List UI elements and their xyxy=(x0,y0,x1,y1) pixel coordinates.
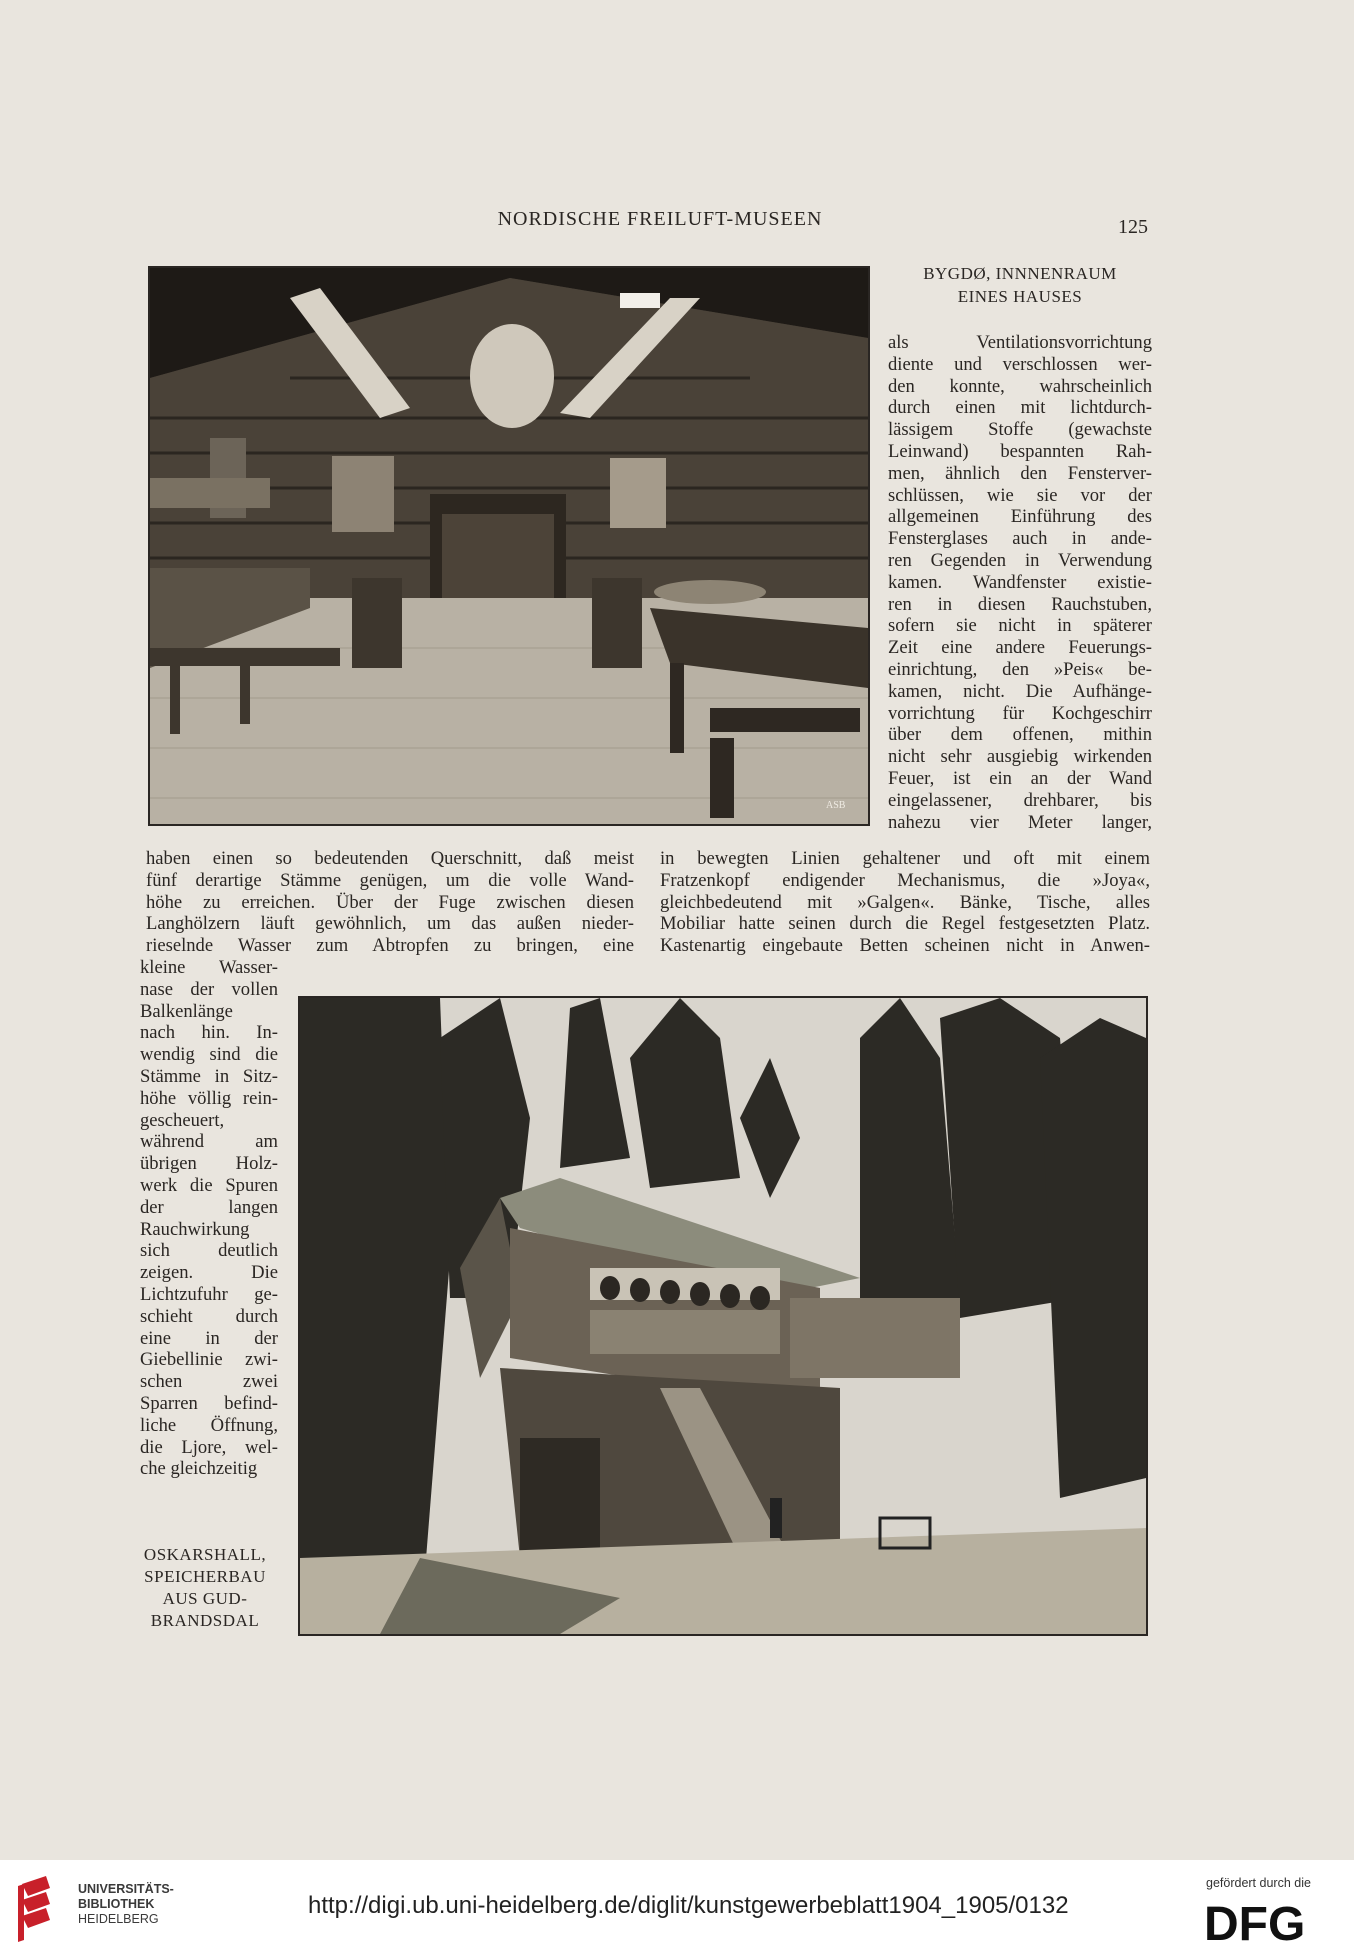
text-line: allgemeinen Einführung des xyxy=(888,506,1152,528)
library-name-line: BIBLIOTHEK xyxy=(78,1897,155,1911)
right-column-text xyxy=(888,332,1152,833)
text-line: während am xyxy=(140,1131,278,1153)
text-line: Rauchwirkung xyxy=(140,1218,250,1240)
text-line: höhe völlig rein- xyxy=(140,1087,278,1109)
text-line: sich deutlich xyxy=(140,1240,278,1262)
interior-photo-caption xyxy=(880,262,1160,308)
text-line: zeigen. Die xyxy=(140,1262,278,1284)
text-line: schlüssen, wie sie vor der xyxy=(888,484,1152,506)
middle-right-column-text xyxy=(660,848,1150,957)
text-line: Lichtzufuhr ge- xyxy=(140,1283,278,1305)
text-line: Zeit eine andere Feuerungs- xyxy=(888,637,1152,659)
caption-line: EINES HAUSES xyxy=(957,287,1083,306)
text-line: nase der vollen xyxy=(140,978,278,1000)
text-line: über dem offenen, mithin xyxy=(888,724,1152,746)
text-line: durch einen mit lichtdurch- xyxy=(888,397,1152,419)
funding-note: gefördert durch die xyxy=(1206,1876,1311,1890)
text-line: übrigen Holz- xyxy=(140,1153,278,1175)
caption-line: BRANDSDAL xyxy=(150,1611,260,1630)
text-line: lässigem Stoffe (gewachste xyxy=(888,419,1152,441)
text-line: diente und verschlossen wer- xyxy=(888,353,1152,375)
page-number: 125 xyxy=(1118,216,1148,238)
text-line: werk die Spuren xyxy=(140,1174,278,1196)
text-line: men, ähnlich den Fensterver- xyxy=(888,462,1152,484)
narrow-column-text xyxy=(140,957,278,1480)
text-line: in bewegten Linien gehaltener und oft mit einem xyxy=(660,848,1150,869)
text-line: nahezu vier Meter langer, xyxy=(888,811,1152,833)
library-name xyxy=(78,1882,174,1927)
text-line: den konnte, wahrscheinlich xyxy=(888,375,1152,397)
text-line: fünf derartige Stämme genügen, um die volle Wand- xyxy=(146,869,634,891)
text-line: Balkenlänge xyxy=(140,1000,233,1022)
caption-line: OSKARSHALL, xyxy=(143,1545,267,1564)
text-line: wendig sind die xyxy=(140,1044,278,1066)
photo-signature: ASB xyxy=(826,800,846,811)
text-line: schen zwei xyxy=(140,1371,278,1393)
text-line: Kastenartig eingebaute Betten scheinen nicht in Anwen- xyxy=(660,935,1150,957)
running-header: NORDISCHE FREILUFT-MUSEEN xyxy=(497,208,823,230)
caption-line: AUS GUD- xyxy=(162,1589,248,1608)
storehouse-photo xyxy=(298,996,1148,1636)
storehouse-photo-caption xyxy=(130,1544,280,1632)
text-line: kamen. Wandfenster existie- xyxy=(888,571,1152,593)
caption-line: BYGDØ, INNNENRAUM xyxy=(923,264,1117,283)
text-line: rieselnde Wasser zum Abtropfen zu bringen, eine xyxy=(146,935,634,957)
text-line: che gleichzeitig xyxy=(140,1458,258,1480)
text-line: kamen, nicht. Die Aufhänge- xyxy=(888,680,1152,702)
text-line: Fensterglases auch in ande- xyxy=(888,528,1152,550)
text-line: als Ventilationsvorrichtung xyxy=(888,332,1152,353)
text-line: die Ljore, wel- xyxy=(140,1436,278,1458)
library-logo-icon xyxy=(16,1874,68,1944)
text-line: ren in diesen Rauchstuben, xyxy=(888,593,1152,615)
digitization-footer xyxy=(0,1860,1354,1958)
source-url[interactable]: http://digi.ub.uni-heidelberg.de/diglit/kunstgewerbeblatt1904_1905/0132 xyxy=(308,1892,1069,1919)
text-line: Leinwand) bespannten Rah- xyxy=(888,440,1152,462)
text-line: eine in der xyxy=(140,1327,278,1349)
text-line: Fratzenkopf endigender Mechanismus, die »Joya«, xyxy=(660,869,1150,891)
text-line: Sparren befind- xyxy=(140,1392,278,1414)
text-line: sofern sie nicht in späterer xyxy=(888,615,1152,637)
text-line: gleichbedeutend mit »Galgen«. Bänke, Tische, alles xyxy=(660,891,1150,913)
text-line: ren Gegenden in Verwendung xyxy=(888,549,1152,571)
interior-photo xyxy=(148,266,870,826)
text-line: nicht sehr ausgiebig wirkenden xyxy=(888,746,1152,768)
text-line: gescheuert, xyxy=(140,1109,225,1131)
text-line: Langhölzern läuft gewöhnlich, um das außen nieder- xyxy=(146,913,634,935)
text-line: Stämme in Sitz- xyxy=(140,1065,278,1087)
interior-photo-image xyxy=(150,268,868,824)
library-name-line: HEIDELBERG xyxy=(78,1912,159,1926)
dfg-logo xyxy=(1204,1898,1336,1946)
text-line: haben einen so bedeutenden Querschnitt, daß meist xyxy=(146,848,634,869)
text-line: vorrichtung für Kochgeschirr xyxy=(888,702,1152,724)
library-name-line: UNIVERSITÄTS- xyxy=(78,1882,174,1896)
text-line: Mobiliar hatte seinen durch die Regel festgesetzten Platz. xyxy=(660,913,1150,935)
text-line: der langen xyxy=(140,1196,278,1218)
dfg-logo-text: DFG xyxy=(1204,1898,1306,1946)
left-column-text xyxy=(146,848,634,957)
caption-line: SPEICHERBAU xyxy=(144,1567,266,1586)
text-line: Feuer, ist ein an der Wand xyxy=(888,767,1152,789)
storehouse-photo-image xyxy=(300,998,1146,1634)
text-line: höhe zu erreichen. Über der Fuge zwischen diesen xyxy=(146,891,634,913)
text-line: Giebellinie zwi- xyxy=(140,1349,278,1371)
text-line: eingelassener, drehbarer, bis xyxy=(888,789,1152,811)
text-line: kleine Wasser- xyxy=(140,957,278,978)
text-line: einrichtung, den »Peis« be- xyxy=(888,658,1152,680)
text-line: liche Öffnung, xyxy=(140,1414,278,1436)
text-line: schieht durch xyxy=(140,1305,278,1327)
text-line: nach hin. In- xyxy=(140,1022,278,1044)
